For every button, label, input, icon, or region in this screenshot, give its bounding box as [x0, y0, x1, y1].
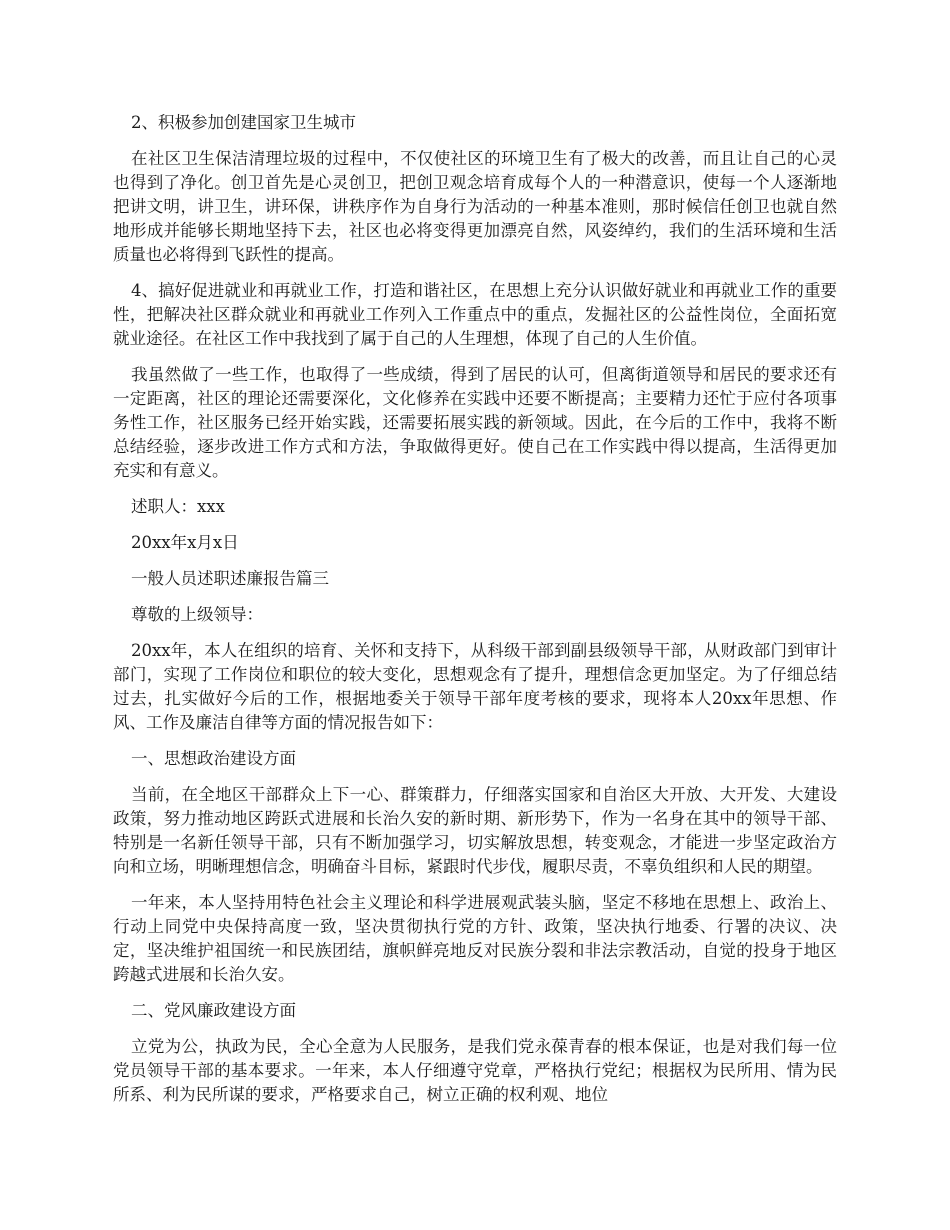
paragraph: 20xx年，本人在组织的培育、关怀和支持下，从科级干部到副县级领导干部，从财政部门到审计部门，实现了工作岗位和职位的较大变化，思想观念有了提升，理想信念更加坚定。为了仔细总结过去，扎实做好今后的工作，根据地委关于领导干部年度考核的要求，现将本人20xx年思想、作风、工作及廉洁自律等方面的情况报告如下： [113, 641, 837, 732]
paragraph: 在社区卫生保洁清理垃圾的过程中，不仅使社区的环境卫生有了极大的改善，而且让自己的心灵也得到了净化。创卫首先是心灵创卫，把创卫观念培育成每个人的一种潜意识，使每一个人逐渐地把讲文明，讲卫生，讲环保，讲秩序作为自身行为活动的一种基本准则，那时候信任创卫也就自然地形成并能够长期地坚持下去，社区也必将变得更加漂亮自然，风姿绰约，我们的生活环境和生活质量也必将得到飞跃性的提高。 [113, 149, 837, 264]
section-title: 一般人员述职述廉报告篇三 [131, 569, 329, 588]
paragraph: 一年来，本人坚持用特色社会主义理论和科学进展观武装头脑，坚定不移地在思想上、政治上、行动上同党中央保持高度一致，坚决贯彻执行党的方针、政策，坚决执行地委、行署的决议、决定，坚决维护祖国统一和民族团结，旗帜鲜亮地反对民族分裂和非法宗教活动，自觉的投身于地区跨越式进展和长治久安。 [113, 893, 837, 984]
document-body [113, 111, 837, 1119]
section-heading-political: 一、思想政治建设方面 [131, 749, 296, 768]
paragraph-heading-item-2: 2、积极参加创建国家卫生城市 [131, 113, 356, 132]
paragraph: 我虽然做了一些工作，也取得了一些成绩，得到了居民的认可，但离街道领导和居民的要求还有一定距离，社区的理论还需要深化，文化修养在实践中还要不断提高；主要精力还忙于应付各项事务性工作，社区服务已经开始实践，还需要拓展实践的新领域。因此，在今后的工作中，我将不断总结经验，逐步改进工作方式和方法，争取做得更好。使自己在工作实践中得以提高，生活得更加充实和有意义。 [113, 365, 837, 480]
salutation: 尊敬的上级领导： [131, 605, 263, 624]
paragraph: 立党为公，执政为民，全心全意为人民服务，是我们党永葆青春的根本保证，也是对我们每一位党员领导干部的基本要求。一年来，本人仔细遵守党章，严格执行党纪；根据权为民所用、情为民所系、利为民所谋的要求，严格要求自己，树立正确的权利观、地位 [113, 1037, 837, 1104]
paragraph: 4、搞好促进就业和再就业工作，打造和谐社区，在思想上充分认识做好就业和再就业工作的重要性，把解决社区群众就业和再就业工作列入工作重点中的重点，发掘社区的公益性岗位，全面拓宽就业途径。在社区工作中我找到了属于自己的人生理想，体现了自己的人生价值。 [113, 281, 837, 348]
section-heading-integrity: 二、党风廉政建设方面 [131, 1001, 296, 1020]
date-line: 20xx年x月x日 [131, 533, 239, 552]
paragraph: 当前，在全地区干部群众上下一心、群策群力，仔细落实国家和自治区大开放、大开发、大建设政策，努力推动地区跨跃式进展和长治久安的新时期、新形势下，作为一名身在其中的领导干部、特别是一名新任领导干部，只有不断加强学习，切实解放思想，转变观念，才能进一步坚定政治方向和立场，明晰理想信念，明确奋斗目标，紧跟时代步伐，履职尽责，不辜负组织和人民的期望。 [113, 785, 837, 876]
signature-line: 述职人：xxx [131, 497, 225, 516]
